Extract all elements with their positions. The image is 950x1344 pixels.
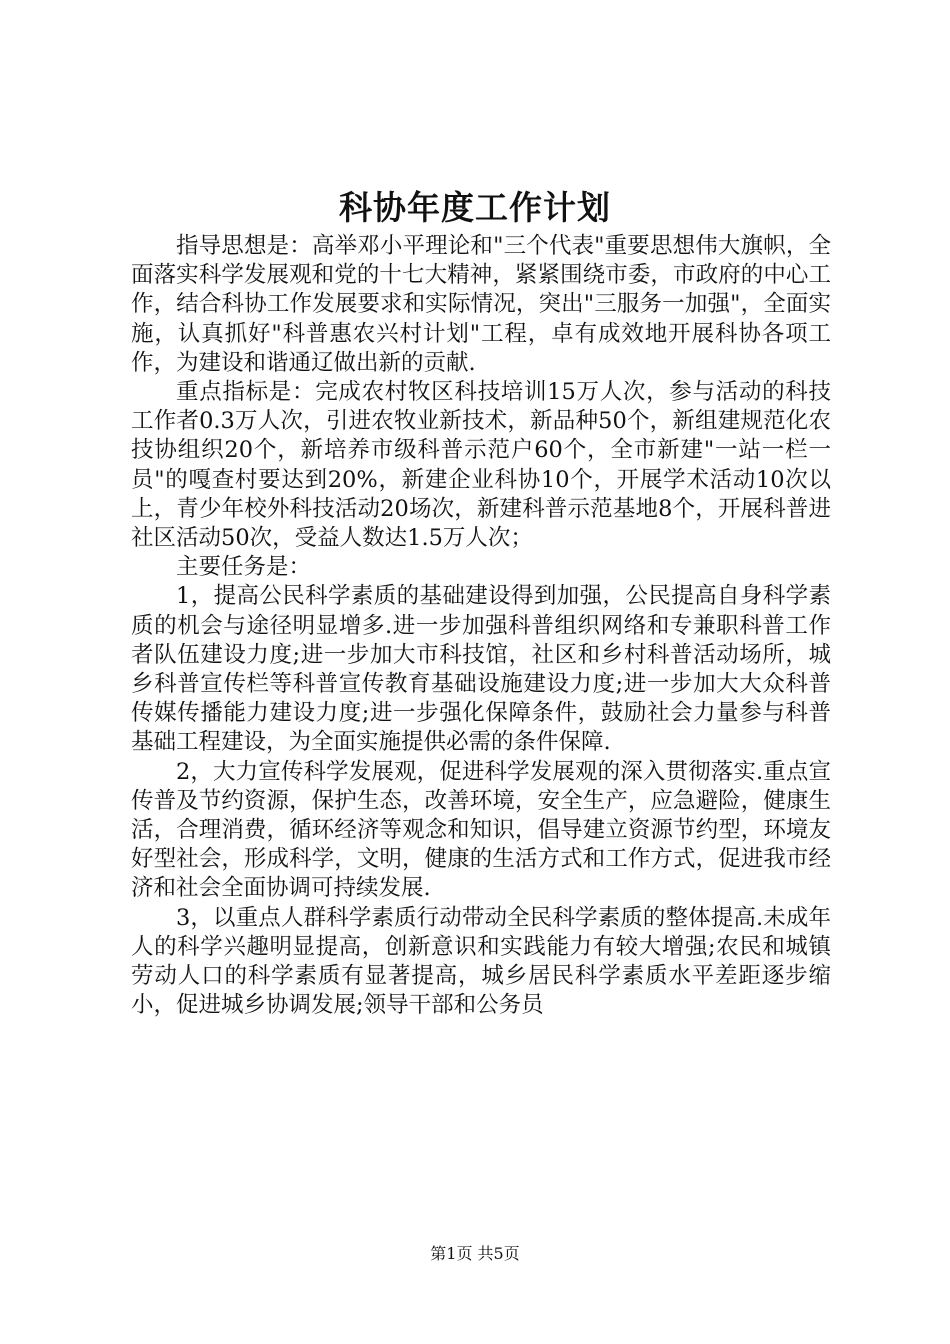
paragraph-task-2: 2，大力宣传科学发展观，促进科学发展观的深入贯彻落实.重点宣传普及节约资源，保护生态，改善环境，安全生产，应急避险，健康生活，合理消费，循环经济等观念和知识，倡导建立资源节约型，环境友好型社会，形成科学，文明，健康的生活方式和工作方式，促进我市经济和社会全面协调可持续发展. <box>131 758 831 902</box>
paragraph-task-3: 3，以重点人群科学素质行动带动全民科学素质的整体提高.未成年人的科学兴趣明显提高，创新意识和实践能力有较大增强;农民和城镇劳动人口的科学素质有显著提高，城乡居民科学素质水平差距逐步缩小，促进城乡协调发展;领导干部和公务员 <box>131 904 831 1019</box>
page-title: 科协年度工作计划 <box>339 188 611 227</box>
page-number-footer: 第1页 共5页 <box>430 1244 520 1263</box>
paragraph-key-indicators: 重点指标是：完成农村牧区科技培训15万人次，参与活动的科技工作者0.3万人次，引进农牧业新技术，新品种50个，新组建规范化农技协组织20个，新培养市级科普示范户60个，全市新建"一站一栏一员"的嘎查村要达到20%，新建企业科协10个，开展学术活动10次以上，青少年校外科技活动20场次，新建科普示范基地8个，开展科普进社区活动50次，受益人数达1.5万人次； <box>131 379 831 552</box>
paragraph-main-tasks-heading: 主要任务是： <box>176 554 312 581</box>
paragraph-task-1: 1，提高公民科学素质的基础建设得到加强，公民提高自身科学素质的机会与途径明显增多.进一步加强科普组织网络和专兼职科普工作者队伍建设力度;进一步加大市科技馆，社区和乡村科普活动场所，城乡科普宣传栏等科普宣传教育基础设施建设力度;进一步加大大众科普传媒传播能力建设力度;进一步强化保障条件，鼓励社会力量参与科普基础工程建设，为全面实施提供必需的条件保障. <box>131 583 831 756</box>
paragraph-guiding-ideology: 指导思想是：高举邓小平理论和"三个代表"重要思想伟大旗帜，全面落实科学发展观和党的十七大精神，紧紧围绕市委，市政府的中心工作，结合科协工作发展要求和实际情况，突出"三服务一加强"，全面实施，认真抓好"科普惠农兴村计划"工程，卓有成效地开展科协各项工作，为建设和谐通辽做出新的贡献. <box>131 233 831 376</box>
document-body <box>131 232 831 1020</box>
